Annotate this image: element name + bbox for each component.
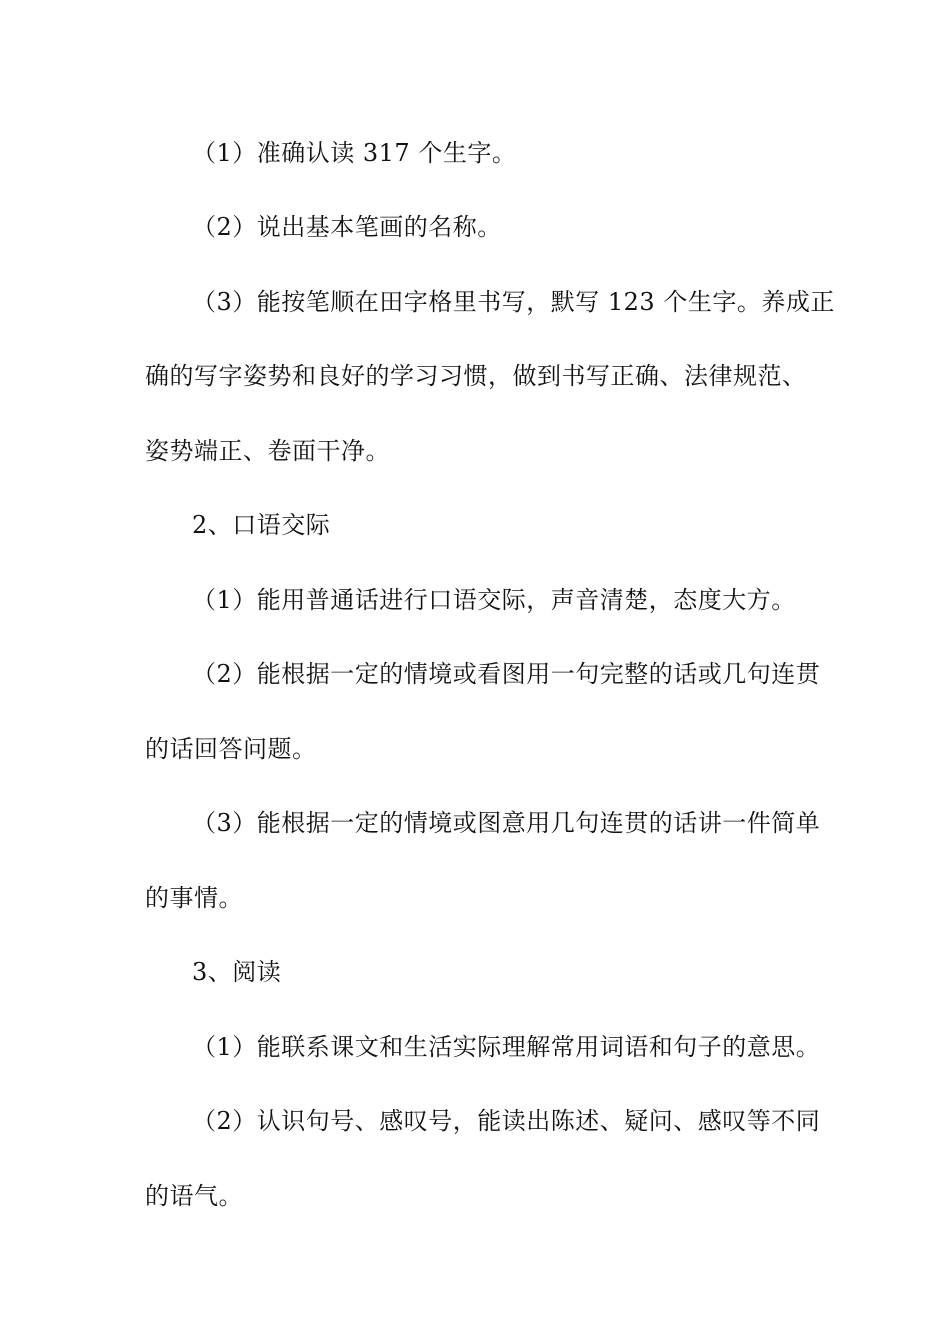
text-line: 的语气。 <box>145 1182 243 1210</box>
text-line: （1）能联系课文和生活实际理解常用词语和句子的意思。 <box>192 1033 821 1061</box>
text-line: （3）能根据一定的情境或图意用几句连贯的话讲一件简单 <box>192 809 821 837</box>
text-line: 的话回答问题。 <box>145 735 317 763</box>
section-heading: 2、口语交际 <box>192 511 331 539</box>
text-line: （1）准确认读 317 个生字。 <box>192 139 517 167</box>
section-heading: 3、阅读 <box>192 958 282 986</box>
text-line: 确的写字姿势和良好的学习习惯，做到书写正确、法律规范、 <box>145 362 807 390</box>
text-line: 的事情。 <box>145 884 243 912</box>
text-line: （2）能根据一定的情境或看图用一句完整的话或几句连贯 <box>192 660 821 688</box>
text-line: （2）说出基本笔画的名称。 <box>192 213 502 241</box>
text-line: （3）能按笔顺在田字格里书写，默写 123 个生字。养成正 <box>192 288 835 316</box>
text-line: 姿势端正、卷面干净。 <box>145 437 390 465</box>
text-line: （1）能用普通话进行口语交际，声音清楚，态度大方。 <box>192 586 796 614</box>
text-line: （2）认识句号、感叹号，能读出陈述、疑问、感叹等不同 <box>192 1107 821 1135</box>
